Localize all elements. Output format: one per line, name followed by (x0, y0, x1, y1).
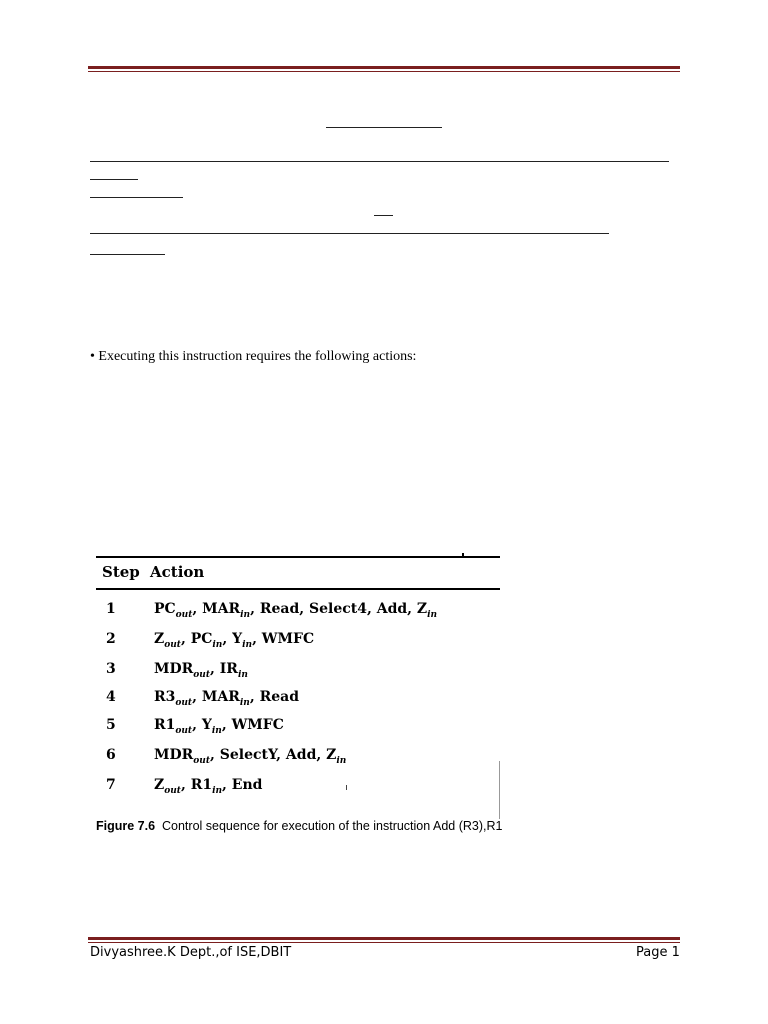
step-action: $Z_{out}$, $R1_{in}$, End (154, 777, 263, 796)
text-underline-6 (90, 254, 165, 255)
text-underline-3 (90, 197, 183, 198)
step-number: 1 (106, 601, 116, 617)
step-number: 3 (106, 661, 116, 677)
control-sequence-figure (96, 553, 502, 843)
step-number: 2 (106, 631, 116, 647)
header-rule (88, 66, 680, 72)
table-row (96, 689, 500, 709)
table-row (96, 631, 500, 651)
figure-header-rule (96, 588, 500, 590)
text-underline-1 (90, 161, 669, 162)
step-number: 5 (106, 717, 116, 733)
figure-top-rule (96, 556, 500, 558)
step-action: $MDR_{out}$, $IR_{in}$ (154, 661, 248, 680)
table-row (96, 747, 500, 767)
step-action: $Z_{out}$, $PC_{in}$, $Y_{in}$, WMFC (154, 631, 315, 650)
footer-author: Divyashree.K Dept.,of ISE,DBIT (90, 945, 292, 960)
figure-caption-label: Figure 7.6 (96, 819, 156, 833)
footer-rule (88, 937, 680, 943)
table-row (96, 777, 500, 797)
step-action: $R1_{out}$, $Y_{in}$, WMFC (154, 717, 284, 736)
column-header-step: Step (102, 563, 140, 581)
figure-caption-text: Control sequence for execution of the instruction Add (R3),R1 (162, 819, 503, 833)
table-row (96, 717, 500, 737)
table-row (96, 601, 500, 621)
title-underline (326, 127, 442, 128)
column-header-action: Action (150, 563, 205, 581)
step-number: 7 (106, 777, 116, 793)
step-action: $MDR_{out}$, SelectY, Add, $Z_{in}$ (154, 747, 347, 766)
step-number: 6 (106, 747, 116, 763)
step-number: 4 (106, 689, 116, 705)
stray-mark (346, 785, 347, 790)
text-underline-4 (374, 215, 393, 216)
step-action: $R3_{out}$, $MAR_{in}$, Read (154, 689, 299, 708)
text-underline-2 (90, 179, 138, 180)
table-row (96, 661, 500, 681)
bullet-paragraph: • Executing this instruction requires the following actions: (90, 349, 417, 364)
step-action: $PC_{out}$, $MAR_{in}$, Read, Select4, Add, $Z_{in}$ (154, 601, 438, 620)
text-underline-5 (90, 233, 609, 234)
footer-page-number: Page 1 (636, 945, 680, 960)
figure-caption (96, 819, 502, 833)
